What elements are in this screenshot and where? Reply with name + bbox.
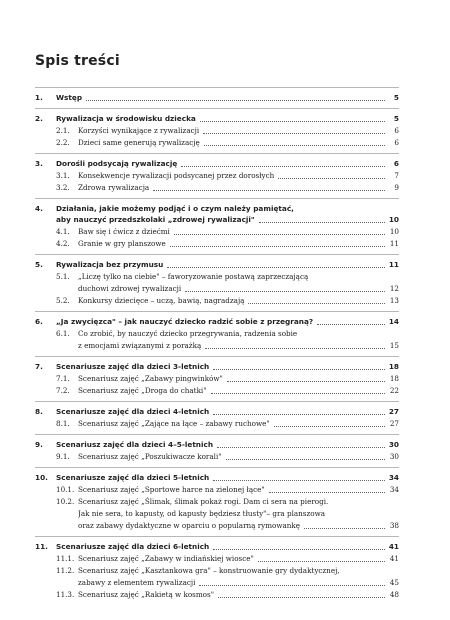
dot-leader <box>259 222 385 223</box>
toc-entry-number: 11. <box>35 542 48 551</box>
toc-entry-number: 4. <box>35 204 43 213</box>
toc-section <box>35 434 399 467</box>
toc-entry-title: Scenariusze zajęć dla dzieci 5-letnich <box>56 473 210 482</box>
toc-entry-title: Scenariusz zajęć „Zające na łące – zabawy ruchowe" <box>78 419 270 428</box>
toc-page-number: 34 <box>389 485 399 494</box>
dot-leader <box>317 324 385 325</box>
dot-leader <box>167 267 385 268</box>
dot-leader <box>213 549 385 550</box>
toc-entry-title: aby nauczyć przedszkolaki „zdrowej rywalizacji" <box>56 215 255 224</box>
toc-page-number: 14 <box>388 317 399 326</box>
toc-entry-number: 3.2. <box>56 183 70 192</box>
toc-page-number: 6 <box>393 159 399 168</box>
toc-subsection-entry[interactable] <box>35 238 399 249</box>
toc-entry-number: 10. <box>35 473 48 482</box>
toc-entry-number: 10.1. <box>56 485 75 494</box>
dot-leader <box>200 121 385 122</box>
toc-page-number: 15 <box>389 341 399 350</box>
toc-subsection-entry[interactable] <box>35 182 399 193</box>
toc-page-number: 5 <box>393 93 399 102</box>
toc-subsection-entry[interactable] <box>35 170 399 181</box>
toc-page-number: 11 <box>389 239 399 248</box>
toc-section <box>35 198 399 254</box>
toc-entry-number: 3. <box>35 159 43 168</box>
dot-leader <box>227 381 385 382</box>
toc-subsection-entry[interactable] <box>35 508 399 519</box>
toc-entry-number: 9. <box>35 440 43 449</box>
toc-subsection-entry[interactable] <box>35 589 399 600</box>
toc-entry-number: 5.2. <box>56 296 70 305</box>
toc-subsection-entry[interactable] <box>35 340 399 351</box>
toc-subsection-entry[interactable] <box>35 484 399 495</box>
toc-page-number: 41 <box>388 542 399 551</box>
toc-section <box>35 536 399 605</box>
toc-page-number: 22 <box>389 386 399 395</box>
toc-page-number: 12 <box>389 284 399 293</box>
toc-entry-number: 5. <box>35 260 43 269</box>
toc-entry-title: Scenariusz zajęć „Kasztankowa gra" – konstruowanie gry dydaktycznej, <box>78 566 340 575</box>
toc-entry-title: Co zrobić, by nauczyć dziecko przegrywania, radzenia sobie <box>78 329 298 338</box>
dot-leader <box>203 133 385 134</box>
toc-page-number: 45 <box>389 578 399 587</box>
toc-entry-number: 5.1. <box>56 272 70 281</box>
toc-subsection-entry[interactable] <box>35 451 399 462</box>
toc-entry-number: 9.1. <box>56 452 70 461</box>
toc-page-number: 27 <box>388 407 399 416</box>
page-title: Spis treści <box>35 53 120 69</box>
toc-entry-title: „Ja zwycięzca" – jak nauczyć dziecko radzić sobie z przegraną? <box>56 317 314 326</box>
toc-entry-title: oraz zabawy dydaktyczne w oparciu o popularną rymowankę <box>78 521 301 530</box>
toc-entry-title: Baw się i ćwicz z dziećmi <box>78 227 170 236</box>
toc-entry-title: Scenariusz zajęć „Rakietą w kosmos" <box>78 590 215 599</box>
toc-page-number: 38 <box>389 521 399 530</box>
toc-chapter-entry[interactable] <box>35 406 399 417</box>
toc-chapter-entry[interactable] <box>35 214 399 225</box>
toc-entry-number: 4.1. <box>56 227 70 236</box>
dot-leader <box>205 348 385 349</box>
toc-chapter-entry[interactable] <box>35 203 399 214</box>
toc-entry-title: Granie w gry planszowe <box>78 239 166 248</box>
toc-section <box>35 254 399 311</box>
toc-entry-title: Korzyści wynikające z rywalizacji <box>78 126 200 135</box>
toc-entry-number: 2.2. <box>56 138 70 147</box>
toc-section <box>35 467 399 536</box>
toc-entry-number: 3.1. <box>56 171 70 180</box>
toc-subsection-entry[interactable] <box>35 373 399 384</box>
toc-entry-title: Dzieci same generują rywalizację <box>78 138 200 147</box>
dot-leader <box>274 426 385 427</box>
dot-leader <box>181 166 385 167</box>
toc-subsection-entry[interactable] <box>35 418 399 429</box>
toc-entry-title: Konkursy dziecięce – uczą, bawią, nagradzają <box>78 296 245 305</box>
toc-subsection-entry[interactable] <box>35 520 399 531</box>
toc-entry-number: 11.2. <box>56 566 75 575</box>
toc-entry-title: Zdrowa rywalizacja <box>78 183 150 192</box>
toc-entry-number: 11.3. <box>56 590 75 599</box>
toc-page-number: 9 <box>394 183 399 192</box>
dot-leader <box>218 597 385 598</box>
toc-page-number: 30 <box>389 452 399 461</box>
toc-subsection-entry[interactable] <box>35 565 399 576</box>
toc-subsection-entry[interactable] <box>35 137 399 148</box>
toc-entry-number: 1. <box>35 93 43 102</box>
toc-entry-number: 8. <box>35 407 43 416</box>
toc-subsection-entry[interactable] <box>35 385 399 396</box>
toc-page-number: 30 <box>388 440 399 449</box>
toc-subsection-entry[interactable] <box>35 226 399 237</box>
toc-entry-number: 2. <box>35 114 43 123</box>
toc-subsection-entry[interactable] <box>35 271 399 282</box>
toc-entry-title: Scenariusze zajęć dla dzieci 6-letnich <box>56 542 210 551</box>
dot-leader <box>86 100 385 101</box>
toc-chapter-entry[interactable] <box>35 113 399 124</box>
toc-entry-title: Jak nie sera, to kapusty, od kapusty będziesz tłusty"– gra planszowa <box>78 509 326 518</box>
toc-page-number: 34 <box>388 473 399 482</box>
toc-entry-title: Scenariusz zajęć „Droga do chatki" <box>78 386 207 395</box>
toc-entry-number: 7.1. <box>56 374 70 383</box>
table-of-contents <box>35 87 399 605</box>
toc-page-number: 5 <box>393 114 399 123</box>
dot-leader <box>217 447 385 448</box>
toc-chapter-entry[interactable] <box>35 361 399 372</box>
toc-entry-number: 7.2. <box>56 386 70 395</box>
dot-leader <box>174 234 385 235</box>
toc-section <box>35 356 399 401</box>
toc-entry-number: 7. <box>35 362 43 371</box>
toc-entry-number: 2.1. <box>56 126 70 135</box>
dot-leader <box>213 369 385 370</box>
dot-leader <box>269 492 385 493</box>
toc-page-number: 6 <box>394 126 399 135</box>
toc-entry-title: Scenariusz zajęć „Poszukiwacze korali" <box>78 452 222 461</box>
toc-entry-title: zabawy z elementem rywalizacji <box>78 578 196 587</box>
dot-leader <box>258 561 385 562</box>
toc-subsection-entry[interactable] <box>35 328 399 339</box>
toc-chapter-entry[interactable] <box>35 439 399 450</box>
toc-entry-title: Scenariusz zajęć „Zabawy w indiańskiej wiosce" <box>78 554 254 563</box>
dot-leader <box>304 528 385 529</box>
toc-subsection-entry[interactable] <box>35 496 399 507</box>
toc-entry-title: Scenariusz zajęć „Ślimak, ślimak pokaż rogi. Dam ci sera na pierogi. <box>78 497 329 506</box>
toc-section <box>35 153 399 198</box>
toc-entry-title: Scenariusz zajęć „Zabawy pingwinków" <box>78 374 223 383</box>
dot-leader <box>153 190 385 191</box>
toc-page-number: 41 <box>389 554 399 563</box>
toc-entry-title: Dorośli podsycają rywalizację <box>56 159 178 168</box>
toc-entry-number: 4.2. <box>56 239 70 248</box>
toc-entry-number: 8.1. <box>56 419 70 428</box>
toc-subsection-entry[interactable] <box>35 577 399 588</box>
toc-chapter-entry[interactable] <box>35 472 399 483</box>
toc-page-number: 10 <box>389 227 399 236</box>
dot-leader <box>248 303 385 304</box>
toc-entry-number: 6.1. <box>56 329 70 338</box>
toc-entry-number: 11.1. <box>56 554 75 563</box>
toc-section <box>35 87 399 108</box>
dot-leader <box>199 585 385 586</box>
toc-entry-title: Scenariusz zajęć dla dzieci 4–5-letnich <box>56 440 214 449</box>
toc-entry-title: Rywalizacja bez przymusu <box>56 260 164 269</box>
toc-page-number: 10 <box>388 215 399 224</box>
toc-subsection-entry[interactable] <box>35 553 399 564</box>
toc-entry-title: Scenariusze zajęć dla dzieci 4-letnich <box>56 407 210 416</box>
toc-page-number: 11 <box>388 260 399 269</box>
toc-page-number: 18 <box>388 362 399 371</box>
toc-chapter-entry[interactable] <box>35 316 399 327</box>
dot-leader <box>278 178 385 179</box>
toc-chapter-entry[interactable] <box>35 541 399 552</box>
dot-leader <box>213 480 385 481</box>
toc-entry-title: Działania, jakie możemy podjąć i o czym należy pamiętać, <box>56 204 294 213</box>
toc-entry-number: 6. <box>35 317 43 326</box>
toc-entry-title: z emocjami związanymi z porażką <box>78 341 202 350</box>
dot-leader <box>213 414 385 415</box>
toc-entry-title: Scenariusz zajęć „Sportowe harce na zielonej łące" <box>78 485 265 494</box>
toc-entry-title: duchowi zdrowej rywalizacji <box>78 284 182 293</box>
toc-subsection-entry[interactable] <box>35 283 399 294</box>
toc-chapter-entry[interactable] <box>35 259 399 270</box>
toc-entry-number: 10.2. <box>56 497 75 506</box>
toc-page-number: 6 <box>394 138 399 147</box>
dot-leader <box>226 459 385 460</box>
toc-subsection-entry[interactable] <box>35 295 399 306</box>
toc-section <box>35 108 399 153</box>
toc-page-number: 48 <box>389 590 399 599</box>
toc-entry-title: Scenariusze zajęć dla dzieci 3-letnich <box>56 362 210 371</box>
toc-page-number: 18 <box>389 374 399 383</box>
dot-leader <box>170 246 385 247</box>
toc-entry-title: Rywalizacja w środowisku dziecka <box>56 114 196 123</box>
toc-section <box>35 311 399 356</box>
toc-chapter-entry[interactable] <box>35 92 399 103</box>
dot-leader <box>185 291 385 292</box>
toc-subsection-entry[interactable] <box>35 125 399 136</box>
toc-chapter-entry[interactable] <box>35 158 399 169</box>
toc-entry-title: Konsekwencje rywalizacji podsycanej przez dorosłych <box>78 171 275 180</box>
dot-leader <box>211 393 385 394</box>
toc-entry-title: „Liczę tylko na ciebie" – faworyzowanie postawą zaprzeczającą <box>78 272 309 281</box>
toc-page-number: 27 <box>389 419 399 428</box>
toc-section <box>35 401 399 434</box>
toc-page-number: 13 <box>389 296 399 305</box>
toc-entry-title: Wstęp <box>56 93 83 102</box>
dot-leader <box>204 145 385 146</box>
toc-page-number: 7 <box>394 171 399 180</box>
